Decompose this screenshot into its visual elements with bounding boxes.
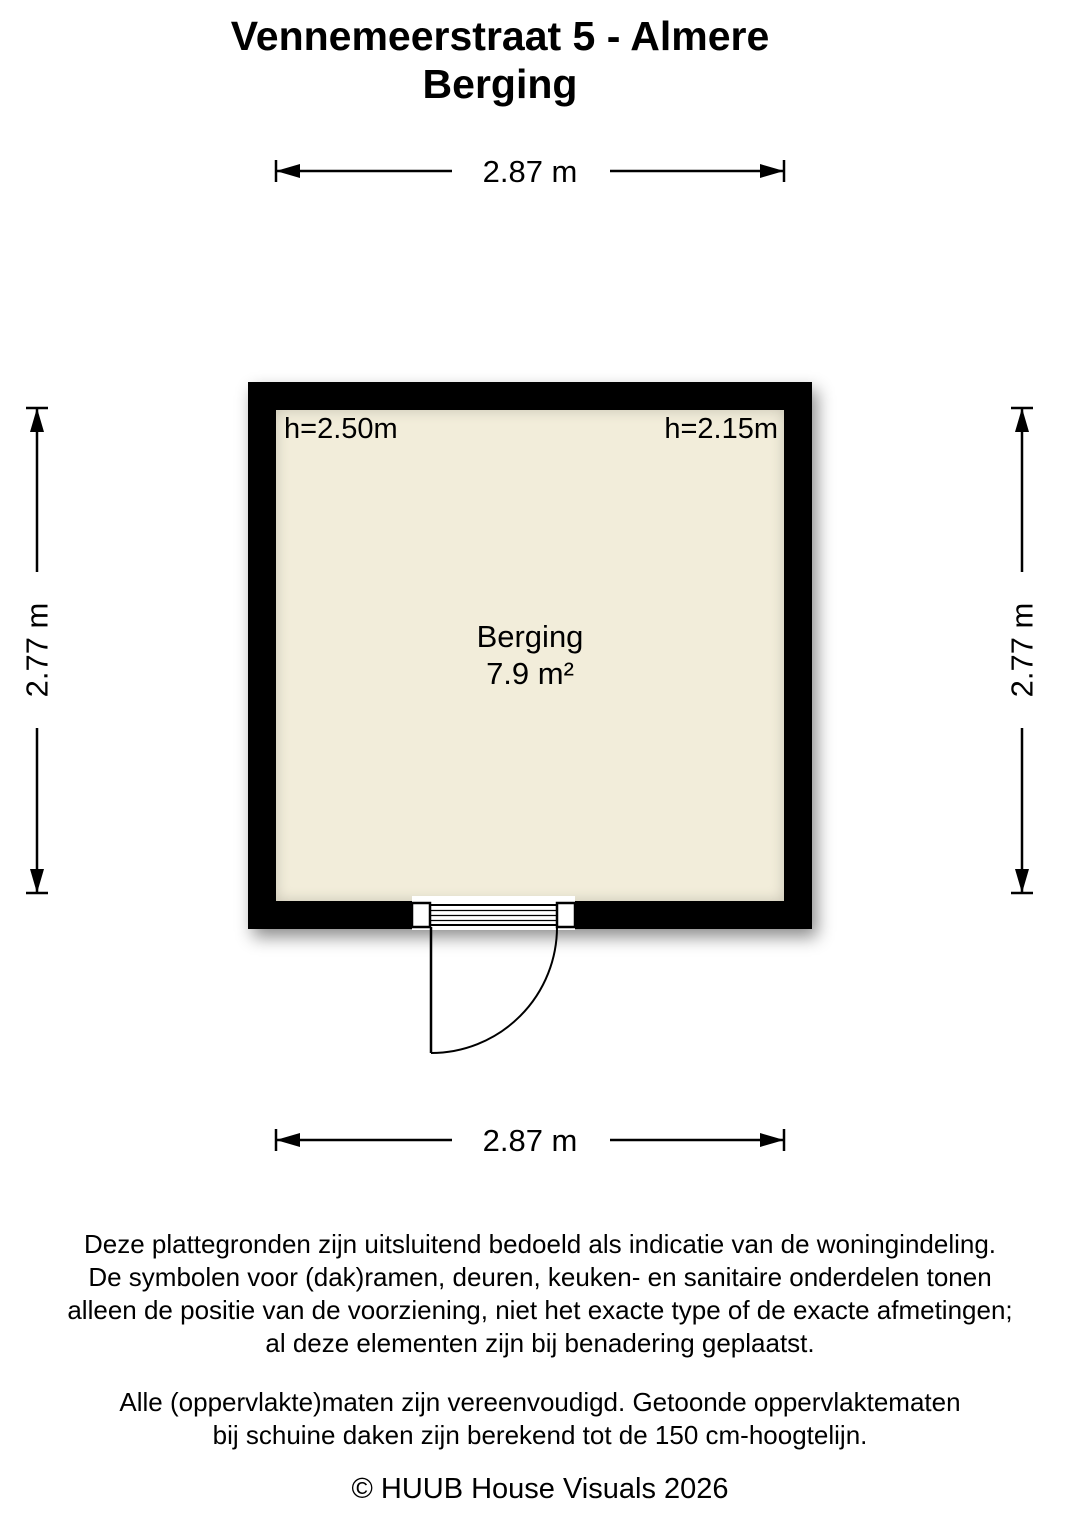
page-title	[231, 12, 770, 108]
ceiling-height-left-label: h=2.50m	[284, 413, 398, 445]
arrowhead-down-icon	[30, 869, 44, 893]
arrowhead-left-icon	[276, 164, 300, 178]
disclaimer-line: al deze elementen zijn bij benadering geplaatst.	[265, 1328, 815, 1358]
arrowhead-right-icon	[760, 1133, 784, 1147]
measurement-note-line: bij schuine daken zijn berekend tot de 150 cm-hoogtelijn.	[212, 1420, 868, 1450]
title-address: Vennemeerstraat 5 - Almere	[230, 13, 770, 59]
dimension-label-left: 2.77 m	[19, 602, 55, 698]
arrowhead-up-icon	[1015, 408, 1029, 432]
disclaimer-text	[0, 1228, 1080, 1360]
disclaimer-line: De symbolen voor (dak)ramen, deuren, keuken- en sanitaire onderdelen tonen	[88, 1262, 992, 1292]
measurement-note-text	[0, 1386, 1080, 1452]
dimension-label-bottom: 2.87 m	[482, 1123, 578, 1158]
door-swing-arc	[431, 927, 557, 1053]
arrowhead-down-icon	[1015, 869, 1029, 893]
ceiling-height-right-label: h=2.15m	[664, 413, 778, 445]
arrowhead-right-icon	[760, 164, 784, 178]
dimension-label-right: 2.77 m	[1004, 602, 1040, 698]
arrowhead-left-icon	[276, 1133, 300, 1147]
room-name-label: Berging	[476, 619, 584, 654]
title-room: Berging	[422, 61, 578, 107]
arrowhead-up-icon	[30, 408, 44, 432]
copyright-text: © HUUB House Visuals 2026	[351, 1473, 729, 1505]
dimension-label-top: 2.87 m	[482, 154, 578, 189]
room-label	[477, 618, 584, 692]
room-area-label: 7.9 m²	[486, 656, 574, 691]
measurement-note-line: Alle (oppervlakte)maten zijn vereenvoudigd. Getoonde oppervlaktematen	[119, 1387, 961, 1417]
disclaimer-line: alleen de positie van de voorziening, niet het exacte type of de exacte afmetingen;	[67, 1295, 1013, 1325]
disclaimer-line: Deze plattegronden zijn uitsluitend bedoeld als indicatie van de woningindeling.	[83, 1229, 997, 1259]
